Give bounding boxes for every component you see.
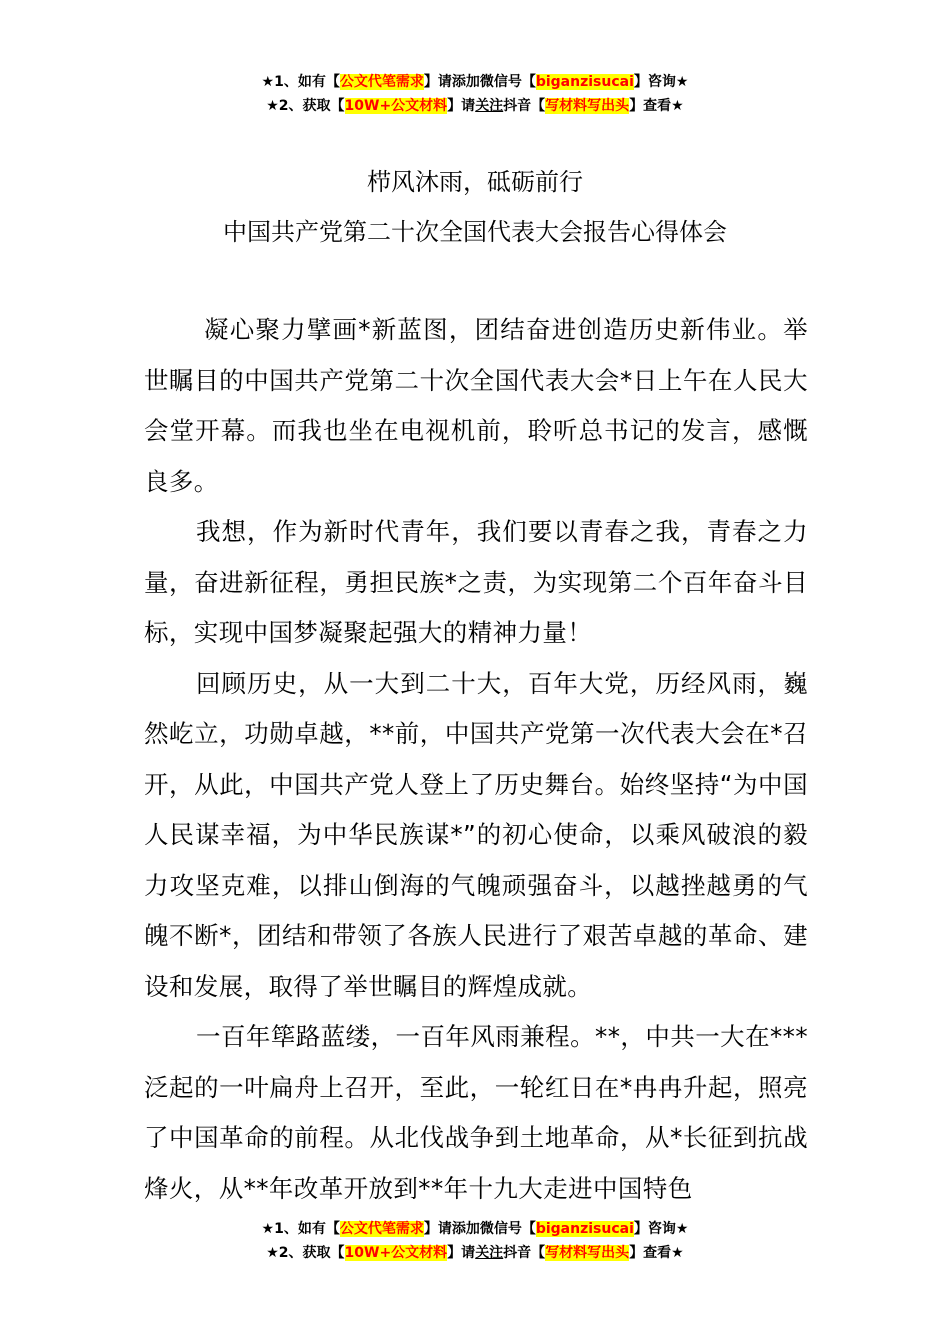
promo-text: 微信号【 [479, 74, 536, 90]
promo-text: 】请 [447, 1245, 476, 1261]
promo-text: 微信号【 [479, 1221, 536, 1237]
promo-text: 关注 [475, 1245, 504, 1261]
promo-line-1 [0, 1217, 950, 1241]
promo-line-1 [0, 70, 950, 94]
promo-text: ★2、获取【 [266, 1245, 345, 1261]
bottom-promo-banner [0, 1217, 950, 1265]
promo-highlight: biganzisucai [535, 1221, 634, 1237]
promo-highlight: 写材料写出头 [545, 1245, 630, 1261]
promo-text: 】查看★ [629, 98, 684, 114]
document-body [144, 305, 808, 1214]
promo-text: 加 [465, 74, 480, 90]
paragraph: 我想，作为新时代青年，我们要以青春之我，青春之力量，奋进新征程，勇担民族*之责，为实现第二个百年奋斗目标，实现中国梦凝聚起强大的精神力量！ [144, 517, 808, 647]
top-promo-banner [0, 70, 950, 118]
promo-text: 】请 [447, 98, 476, 114]
paragraph: 回顾历史，从一大到二十大，百年大党，历经风雨，巍然屹立，功勋卓越，**前，中国共产党第一次代表大会在*召开，从此，中国共产党人登上了历史舞台。始终坚持“为中国人民谋幸福，为中华民族谋*”的初心使命，以乘风破浪的毅力攻坚克难，以排山倒海的气魄顽强奋斗，以越挫越勇的气魄不断*，团结和带领了各族人民进行了艰苦卓越的革命、建设和发展，取得了举世瞩目的辉煌成就。 [144, 668, 808, 1001]
promo-highlight: 10W+公文材料 [344, 1245, 448, 1261]
promo-text: 关注 [475, 98, 504, 114]
promo-line-2 [0, 1241, 950, 1265]
promo-highlight: biganzisucai [535, 74, 634, 90]
promo-text: 】请添 [423, 1221, 466, 1237]
promo-text: 】查看★ [629, 1245, 684, 1261]
promo-text: 】咨询★ [633, 74, 689, 90]
paragraph: 凝心聚力擘画*新蓝图，团结奋进创造历史新伟业。举世瞩目的中国共产党第二十次全国代表大会*日上午在人民大会堂开幕。而我也坐在电视机前，聆听总书记的发言，感慨良多。 [144, 315, 808, 496]
promo-text: 】请添 [423, 74, 466, 90]
promo-text: ★2、获取【 [266, 98, 345, 114]
document-subtitle: 中国共产党第二十次全国代表大会报告心得体会 [223, 218, 727, 246]
promo-highlight: 10W+公文材料 [344, 98, 448, 114]
promo-text: 】咨询★ [633, 1221, 689, 1237]
paragraph: 一百年筚路蓝缕，一百年风雨兼程。**，中共一大在***泛起的一叶扁舟上召开，至此，一轮红日在*冉冉升起，照亮了中国革命的前程。从北伐战争到土地革命，从*长征到抗战烽火，从**年改革开放到**年十九大走进中国特色 [144, 1022, 808, 1203]
promo-text: 抖音【 [503, 1245, 546, 1261]
promo-text: ★1、如有【 [261, 74, 340, 90]
promo-highlight: 公文代笔需求 [339, 74, 424, 90]
promo-text: 加 [465, 1221, 480, 1237]
promo-highlight: 公文代笔需求 [339, 1221, 424, 1237]
promo-highlight: 写材料写出头 [545, 98, 630, 114]
document-title: 栉风沐雨，砥砺前行 [367, 168, 583, 196]
promo-text: 抖音【 [503, 98, 546, 114]
promo-line-2 [0, 94, 950, 118]
promo-text: ★1、如有【 [261, 1221, 340, 1237]
